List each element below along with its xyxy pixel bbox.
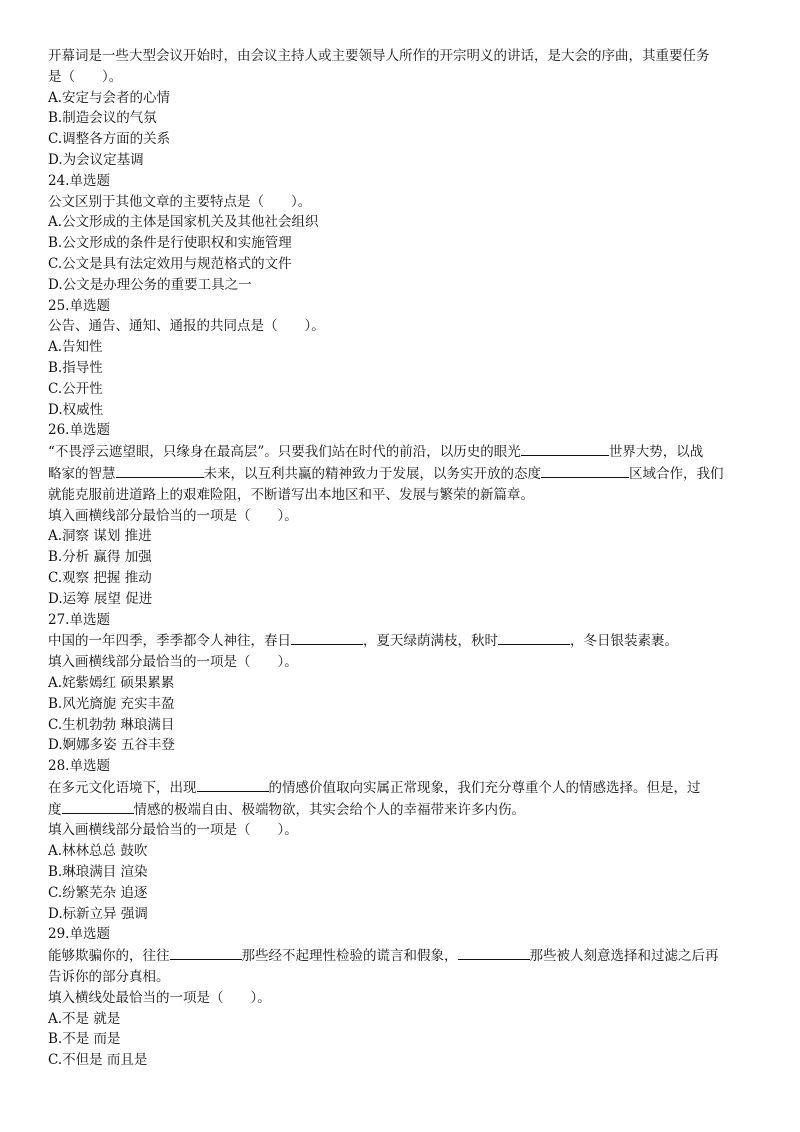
q23-option-a: A.安定与会者的心情 [48,89,171,106]
q29-option-c: C.不但是 而且是 [48,1052,148,1069]
document-page [48,46,760,1071]
q28-text: 情感的极端自由、极端物欲，其实会给个人的幸福带来许多内伤。 [133,801,525,818]
fill-blank [291,630,363,645]
fill-blank [458,945,530,960]
q23-option-b: B.制造会议的气氛 [48,110,157,127]
q29-text: 能够欺骗你的，往往 [48,948,170,965]
q28-text: 的情感价值取向实属正常现象，我们充分尊重个人的情感选择。但是，过 [268,779,701,796]
q25-header: 25.单选题 [48,297,110,314]
q26-option-c: C.观察 把握 推动 [48,569,152,586]
q24-option-b: B.公文形成的条件是行使职权和实施管理 [48,235,292,252]
q27-passage-line1 [48,630,760,652]
q27-option-d: D.婀娜多姿 五谷丰登 [48,737,175,754]
q26-header: 26.单选题 [48,422,110,439]
q28-option-d: D.标新立异 强调 [48,905,148,922]
q28-prompt: 填入画横线部分最恰当的一项是（ ）。 [48,822,298,839]
q27-header: 27.单选题 [48,611,110,628]
q28-header: 28.单选题 [48,758,110,775]
q26-option-a: A.洞察 谋划 推进 [48,528,152,545]
fill-blank [541,463,629,478]
q26-text: 区域合作，我们 [629,465,724,482]
q29-prompt: 填入横线处最恰当的一项是（ ）。 [48,989,271,1006]
q27-text: ，冬日银装素裹。 [570,633,678,650]
fill-blank [116,463,204,478]
fill-blank [521,441,609,456]
q23-stem-line1: 开幕词是一些大型会议开始时，由会议主持人或主要领导人所作的开宗明义的讲话，是大会的序曲，其重要任务 [48,48,710,64]
q27-text: 中国的一年四季，季季都令人神往，春日 [48,633,291,650]
q25-option-b: B.指导性 [48,359,103,376]
fill-blank [498,630,570,645]
q25-option-c: C.公开性 [48,380,103,397]
q25-stem: 公告、通告、通知、通报的共同点是（ ）。 [48,318,325,335]
q27-option-a: A.姹紫嫣红 硕果累累 [48,674,175,691]
fill-blank [170,945,242,960]
q29-passage-line2: 告诉你的部分真相。 [48,969,170,986]
q26-prompt: 填入画横线部分最恰当的一项是（ ）。 [48,507,298,524]
q25-option-d: D.权威性 [48,401,104,418]
q27-text: ，夏天绿荫满枝，秋时 [363,633,498,650]
q25-option-a: A.告知性 [48,339,103,356]
q23-option-d: D.为会议定基调 [48,151,144,168]
q28-option-a: A.林林总总 鼓吹 [48,843,148,860]
q24-stem: 公文区别于其他文章的主要特点是（ ）。 [48,193,312,210]
q26-text: 未来，以互利共赢的精神致力于发展，以务实开放的态度 [203,465,541,482]
q26-passage-line1 [48,441,760,463]
q27-option-c: C.生机勃勃 琳琅满目 [48,716,175,733]
q29-option-b: B.不是 而是 [48,1031,121,1048]
q27-prompt: 填入画横线部分最恰当的一项是（ ）。 [48,654,298,671]
q23-option-c: C.调整各方面的关系 [48,131,171,148]
q29-header: 29.单选题 [48,926,110,943]
q29-text: 那些被人刻意选择和过滤之后再 [529,948,719,965]
q26-text: “不畏浮云遮望眼，只缘身在最高层”。只要我们站在时代的前沿，以历史的眼光 [48,444,521,461]
q24-option-d: D.公文是办理公务的重要工具之一 [48,276,252,293]
q26-option-b: B.分析 赢得 加强 [48,549,152,566]
q26-text: 世界大势，以战 [608,444,704,461]
q26-option-d: D.运筹 展望 促进 [48,590,153,607]
q28-option-c: C.纷繁芜杂 追逐 [48,884,148,901]
q24-option-a: A.公文形成的主体是国家机关及其他社会组织 [48,214,319,231]
fill-blank [62,799,134,814]
fill-blank [197,777,269,792]
q24-option-c: C.公文是具有法定效用与规范格式的文件 [48,255,292,272]
q28-option-b: B.琳琅满目 渲染 [48,864,148,881]
q26-passage-line3: 就能克服前进道路上的艰难险阻，不断谱写出本地区和平、发展与繁荣的新篇章。 [48,486,534,503]
q26-text: 略家的智慧 [48,465,116,482]
q24-header: 24.单选题 [48,172,110,189]
q28-passage-line2 [48,799,760,821]
q28-text: 度 [48,801,62,818]
q29-passage-line1 [48,945,760,967]
q29-text: 那些经不起理性检验的谎言和假象， [241,948,458,965]
q26-passage-line2 [48,463,760,485]
q28-text: 在多元文化语境下，出现 [48,779,197,796]
q28-passage-line1 [48,777,760,799]
q27-option-b: B.风光旖旎 充实丰盈 [48,695,175,712]
q23-stem-line2: 是（ ）。 [48,68,123,85]
q29-option-a: A.不是 就是 [48,1010,121,1027]
